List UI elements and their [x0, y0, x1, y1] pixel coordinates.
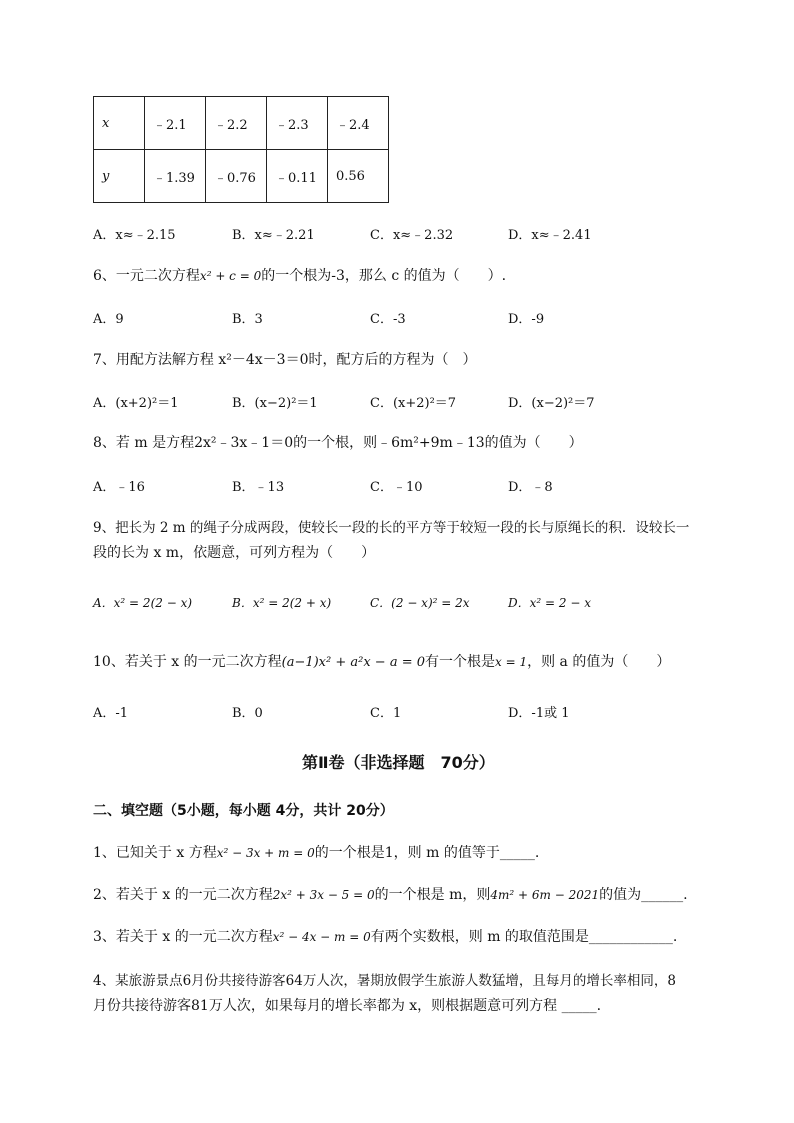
fill-question-2 [93, 884, 688, 904]
fill-question-4-line-2: 月份共接待游客81万人次，如果每月的增长率都为 x，则根据题意可列方程 _____. [93, 998, 602, 1014]
question-8: 8、若 m 是方程2x²﹣3x﹣1＝0的一个根，则﹣6m²+9m﹣13的值为（ ） [93, 435, 583, 451]
q10-option-a: A．-1 [93, 706, 129, 721]
question-7: 7、用配方法解方程 x²－4x－3＝0时，配方后的方程为（ ） [93, 352, 477, 368]
q7-option-b: B．(x−2)²＝1 [232, 396, 318, 411]
xy-value-table [93, 96, 389, 203]
q8-option-a: A．﹣16 [93, 480, 145, 495]
table-cell: 0.56 [328, 150, 389, 203]
q5-option-b: B．x≈﹣2.21 [232, 228, 315, 243]
q9-option-b: B．x² = 2(2 + x) [232, 596, 332, 610]
q9-option-c: C．(2 − x)² = 2x [370, 596, 470, 610]
table-cell: ﹣0.11 [267, 150, 328, 203]
q6-option-a: A．9 [93, 312, 124, 327]
fill-question-1 [93, 842, 539, 862]
q5-option-c: C．x≈﹣2.32 [370, 228, 454, 243]
q6-option-b: B．3 [232, 312, 263, 327]
q8-option-b: B．﹣13 [232, 480, 285, 495]
q8-option-c: C．﹣10 [370, 480, 423, 495]
table-row [94, 150, 389, 203]
f2-expression: 4m² + 6m − 2021 [490, 888, 600, 902]
f1-suffix: 的一个根是1，则 m 的值等于_____. [314, 845, 540, 861]
table-cell: ﹣2.3 [267, 97, 328, 150]
q6-equation: x² + c = 0 [199, 269, 262, 283]
f2-middle: 的一个根是 m，则 [374, 887, 491, 903]
section-2-heading: 二、填空题（5小题，每小题 4分，共计 20分） [93, 803, 394, 819]
table-row-label: x [94, 97, 145, 150]
q10-equation: (a−1)x² + a²x − a = 0 [281, 655, 426, 670]
q10-prefix: 10、若关于 x 的一元二次方程 [93, 654, 282, 670]
q6-prefix: 6、一元二次方程 [93, 268, 200, 284]
q7-option-d: D．(x−2)²＝7 [508, 396, 595, 411]
q6-option-d: D．-9 [508, 312, 545, 327]
fill-question-4-line-1: 4、某旅游景点6月份共接待游客64万人次，暑期放假学生旅游人数猛增，且每月的增长率相同，8 [93, 973, 676, 989]
q10-option-c: C．1 [370, 706, 402, 721]
f2-prefix: 2、若关于 x 的一元二次方程 [93, 887, 273, 903]
q10-middle: 有一个根是 [425, 654, 496, 670]
table-cell: ﹣2.4 [328, 97, 389, 150]
table-row [94, 97, 389, 150]
table-cell: ﹣2.1 [145, 97, 206, 150]
table-row-label: y [94, 150, 145, 203]
f3-suffix: 有两个实数根，则 m 的取值范围是____________. [370, 929, 678, 945]
q5-option-a: A．x≈﹣2.15 [93, 228, 176, 243]
question-6 [93, 265, 506, 285]
question-9-line-1: 9、把长为 2 m 的绳子分成两段，使较长一段的长的平方等于较短一段的长与原绳长的积．设较长一 [93, 520, 690, 536]
q9-option-a: A．x² = 2(2 − x) [93, 596, 193, 610]
q6-suffix: 的一个根为-3，那么 c 的值为（ ）. [261, 268, 507, 284]
q10-option-d: D．-1或 1 [508, 706, 570, 721]
table-cell: ﹣2.2 [206, 97, 267, 150]
q6-option-c: C．-3 [370, 312, 406, 327]
part-2-title: 第Ⅱ卷（非选择题 70分） [302, 753, 495, 772]
f3-equation: x² − 4x − m = 0 [272, 930, 371, 944]
q7-option-c: C．(x+2)²＝7 [370, 396, 457, 411]
question-10 [93, 651, 670, 671]
f2-suffix: 的值为______. [599, 887, 688, 903]
table-cell: ﹣0.76 [206, 150, 267, 203]
q8-option-d: D．﹣8 [508, 480, 553, 495]
f3-prefix: 3、若关于 x 的一元二次方程 [93, 929, 273, 945]
q10-root: x = 1 [495, 655, 528, 669]
q7-option-a: A．(x+2)²＝1 [93, 396, 179, 411]
table-cell: ﹣1.39 [145, 150, 206, 203]
f2-equation: 2x² + 3x − 5 = 0 [272, 888, 375, 902]
fill-question-3 [93, 926, 677, 946]
q10-suffix: ，则 a 的值为（ ） [527, 654, 671, 670]
question-9-line-2: 段的长为 x m，依题意，可列方程为（ ） [93, 545, 376, 561]
f1-prefix: 1、已知关于 x 方程 [93, 845, 217, 861]
q10-option-b: B．0 [232, 706, 263, 721]
q5-option-d: D．x≈﹣2.41 [508, 228, 592, 243]
q9-option-d: D．x² = 2 − x [508, 596, 591, 610]
f1-equation: x² − 3x + m = 0 [216, 846, 315, 860]
